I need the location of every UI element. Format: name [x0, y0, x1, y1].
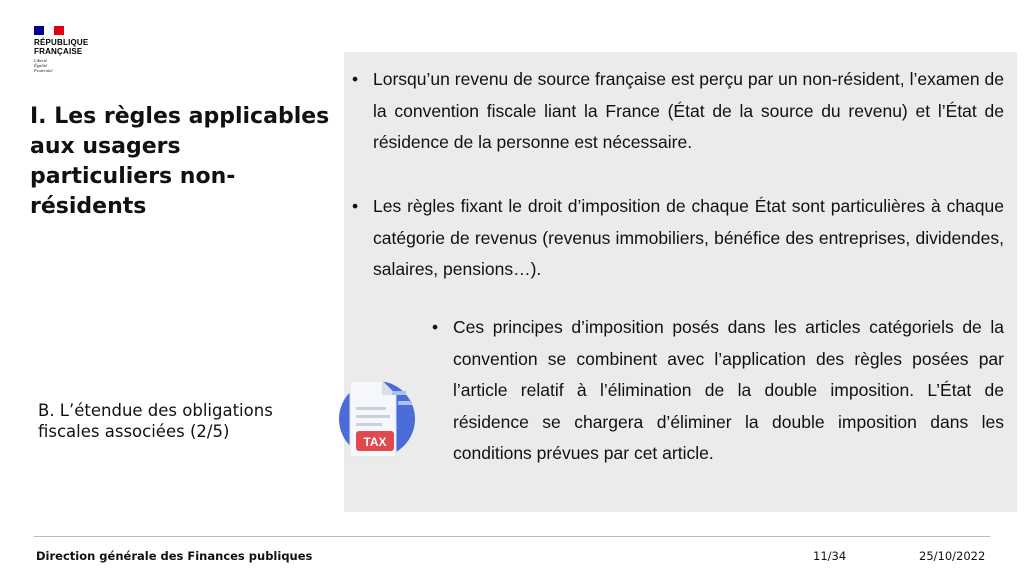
republique-francaise-logo	[34, 26, 114, 73]
bullet-taxation-rules	[352, 191, 1004, 286]
french-flag-icon	[34, 26, 64, 35]
slide-title: I. Les règles applicables aux usagers particuliers non-résidents	[30, 104, 330, 219]
bullet-text: Lorsqu’un revenu de source française est perçu par un non-résident, l’examen de la convention fiscale liant la France (État de la source du revenu) et l’État de résidence de la personne est nécessaire.	[373, 69, 1004, 152]
bullet-text: Les règles fixant le droit d’imposition de chaque État sont particulières à chaque catégorie de revenus (revenus immobiliers, bénéfice des entreprises, dividendes, salaires, pensions…).	[373, 196, 1004, 279]
logo-text-republique: RÉPUBLIQUE	[34, 38, 89, 47]
bullet-marker: •	[432, 317, 439, 337]
footer-organization: Direction générale des Finances publiques	[36, 549, 313, 563]
slide-subtitle: B. L’étendue des obligations fiscales associées (2/5)	[38, 401, 273, 441]
tax-label: TAX	[363, 435, 387, 449]
bullet-marker: •	[352, 69, 359, 89]
footer-page-number: 11/34	[813, 549, 847, 563]
logo-text-francaise: FRANÇAISE	[34, 47, 83, 56]
bullet-text: Ces principes d’imposition posés dans les articles catégoriels de la convention se combinent avec l’application des règles posées par l’article relatif à l’élimination de la double imposition. L’État de résidence se chargera d’éliminer la double imposition dans les conditions prévues par cet article.	[453, 317, 1004, 463]
footer-divider	[34, 536, 990, 537]
tax-document-icon	[338, 373, 416, 461]
footer-date: 25/10/2022	[919, 549, 986, 563]
bullet-source-revenue	[352, 64, 1004, 159]
bullet-marker: •	[352, 196, 359, 216]
bullet-double-taxation	[432, 312, 1004, 470]
logo-motto: Liberté Égalité Fraternité	[34, 58, 53, 73]
